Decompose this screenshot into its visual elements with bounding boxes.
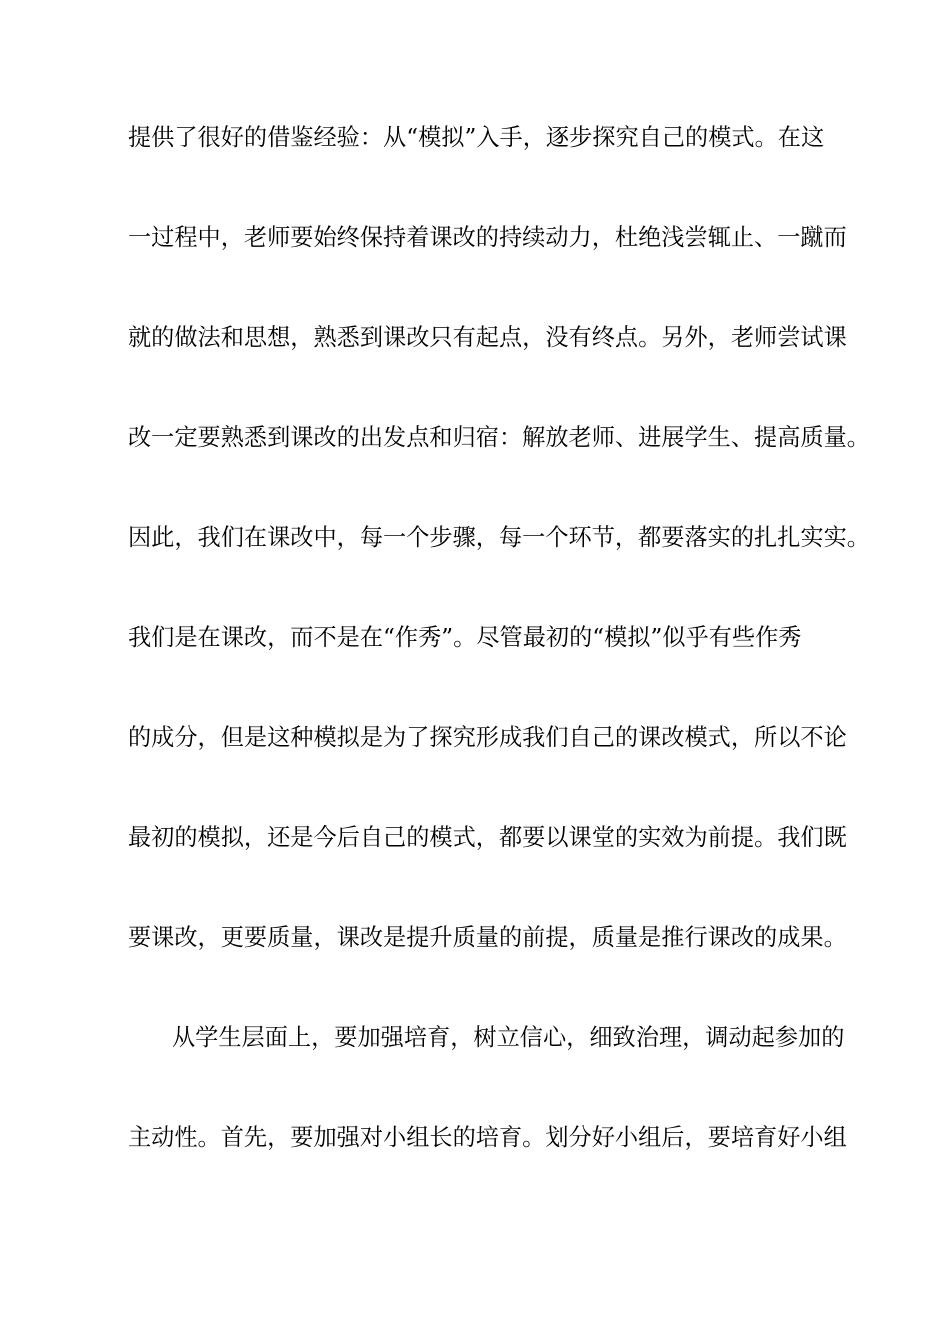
- paragraph-start-line: 从学生层面上，要加强培育，树立信心，细致治理，调动起参加的: [172, 1024, 845, 1051]
- text-line-9: 要课改，更要质量，课改是提升质量的前提，质量是推行课改的成果。: [128, 924, 847, 951]
- text-line-8: 最初的模拟，还是今后自己的模式，都要以课堂的实效为前提。我们既: [128, 824, 847, 851]
- text-line-1: 提供了很好的借鉴经验：从“模拟”入手，逐步探究自己的模式。在这: [128, 124, 825, 151]
- text-line-11: 主动性。首先，要加强对小组长的培育。划分好小组后，要培育好小组: [128, 1124, 847, 1151]
- text-line-7: 的成分，但是这种模拟是为了探究形成我们自己的课改模式，所以不论: [128, 724, 847, 751]
- text-line-3: 就的做法和思想，熟悉到课改只有起点，没有终点。另外，老师尝试课: [128, 324, 847, 351]
- text-line-4: 改一定要熟悉到课改的出发点和归宿：解放老师、进展学生、提高质量。: [128, 424, 870, 451]
- text-line-2: 一过程中，老师要始终保持着课改的持续动力，杜绝浅尝辄止、一蹴而: [128, 224, 847, 251]
- text-line-6: 我们是在课改，而不是在“作秀”。尽管最初的“模拟”似乎有些作秀: [128, 624, 802, 651]
- text-line-5: 因此，我们在课改中，每一个步骤，每一个环节，都要落实的扎扎实实。: [128, 524, 870, 551]
